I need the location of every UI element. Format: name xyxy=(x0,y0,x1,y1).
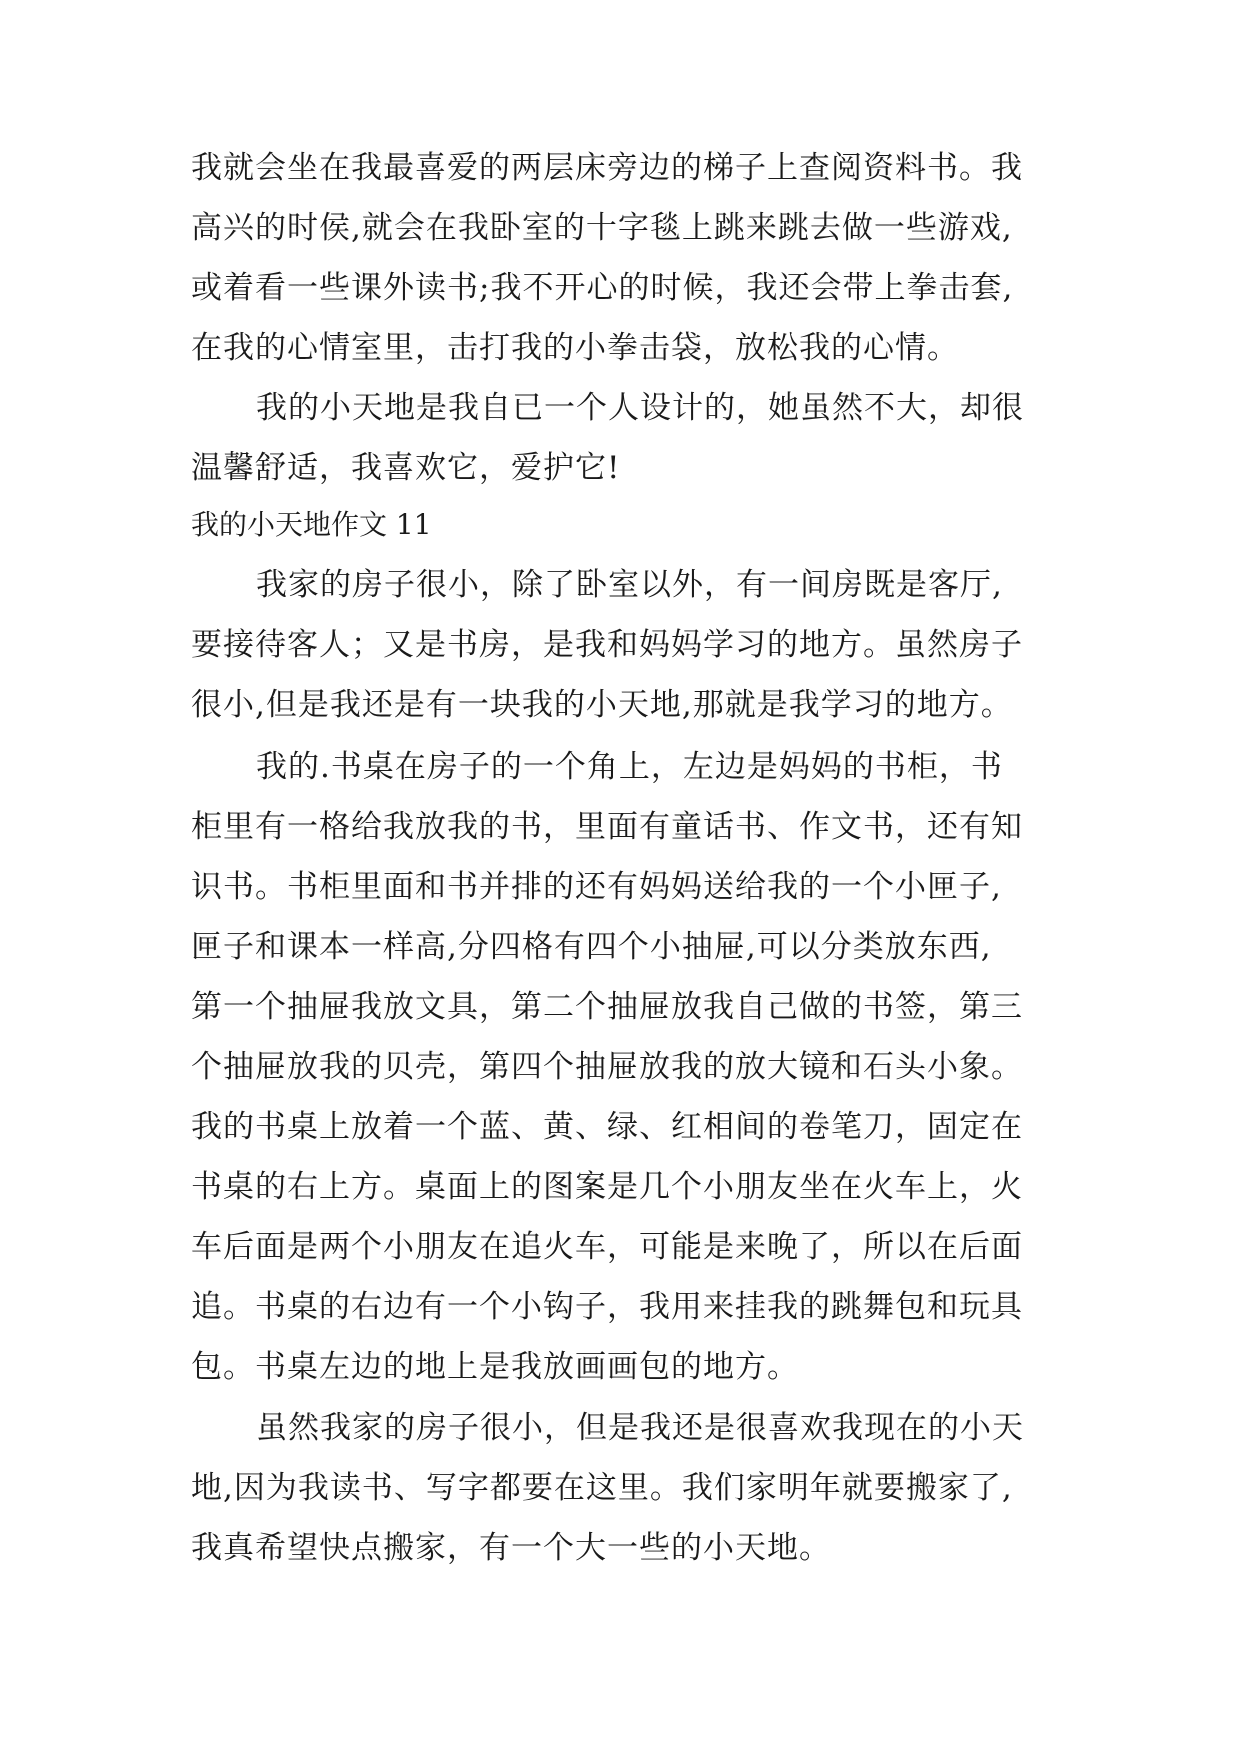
text-line: 包。书桌左边的地上是我放画画包的地方。 xyxy=(191,1349,799,1385)
text-line: 虽然我家的房子很小，但是我还是很喜欢我现在的小天 xyxy=(256,1410,1024,1446)
text-line: 在我的心情室里，击打我的小拳击袋，放松我的心情。 xyxy=(191,330,959,366)
text-line: 书桌的右上方。桌面上的图案是几个小朋友坐在火车上，火 xyxy=(191,1169,1023,1205)
text-line: 我家的房子很小，除了卧室以外，有一间房既是客厅, xyxy=(256,567,1003,603)
section-heading: 我的小天地作文 11 xyxy=(191,508,432,541)
text-line: 或着看一些课外读书;我不开心的时候，我还会带上拳击套, xyxy=(191,270,1014,306)
text-line: 识书。书柜里面和书并排的还有妈妈送给我的一个小匣子, xyxy=(191,869,1002,905)
text-line: 地,因为我读书、写字都要在这里。我们家明年就要搬家了, xyxy=(191,1470,1013,1506)
text-line: 很小,但是我还是有一块我的小天地,那就是我学习的地方。 xyxy=(191,687,1013,723)
text-line: 车后面是两个小朋友在追火车，可能是来晚了，所以在后面 xyxy=(191,1229,1023,1265)
text-line: 我的.书桌在房子的一个角上，左边是妈妈的书柜，书 xyxy=(256,749,1003,785)
text-line: 追。书桌的右边有一个小钩子，我用来挂我的跳舞包和玩具 xyxy=(191,1289,1023,1325)
text-line: 我的书桌上放着一个蓝、黄、绿、红相间的卷笔刀，固定在 xyxy=(191,1109,1023,1145)
text-line: 温馨舒适，我喜欢它，爱护它! xyxy=(191,450,621,486)
text-line: 高兴的时侯,就会在我卧室的十字毯上跳来跳去做一些游戏, xyxy=(191,210,1013,246)
text-line: 我真希望快点搬家，有一个大一些的小天地。 xyxy=(191,1530,831,1566)
text-line: 匣子和课本一样高,分四格有四个小抽屉,可以分类放东西, xyxy=(191,929,992,965)
text-line: 我的小天地是我自已一个人设计的，她虽然不大，却很 xyxy=(256,390,1024,426)
text-line: 我就会坐在我最喜爱的两层床旁边的梯子上查阅资料书。我 xyxy=(191,150,1023,186)
text-line: 个抽屉放我的贝壳，第四个抽屉放我的放大镜和石头小象。 xyxy=(191,1049,1023,1085)
text-line: 要接待客人；又是书房，是我和妈妈学习的地方。虽然房子 xyxy=(191,627,1023,663)
text-line: 第一个抽屉我放文具，第二个抽屉放我自己做的书签，第三 xyxy=(191,989,1023,1025)
text-line: 柜里有一格给我放我的书，里面有童话书、作文书，还有知 xyxy=(191,809,1023,845)
